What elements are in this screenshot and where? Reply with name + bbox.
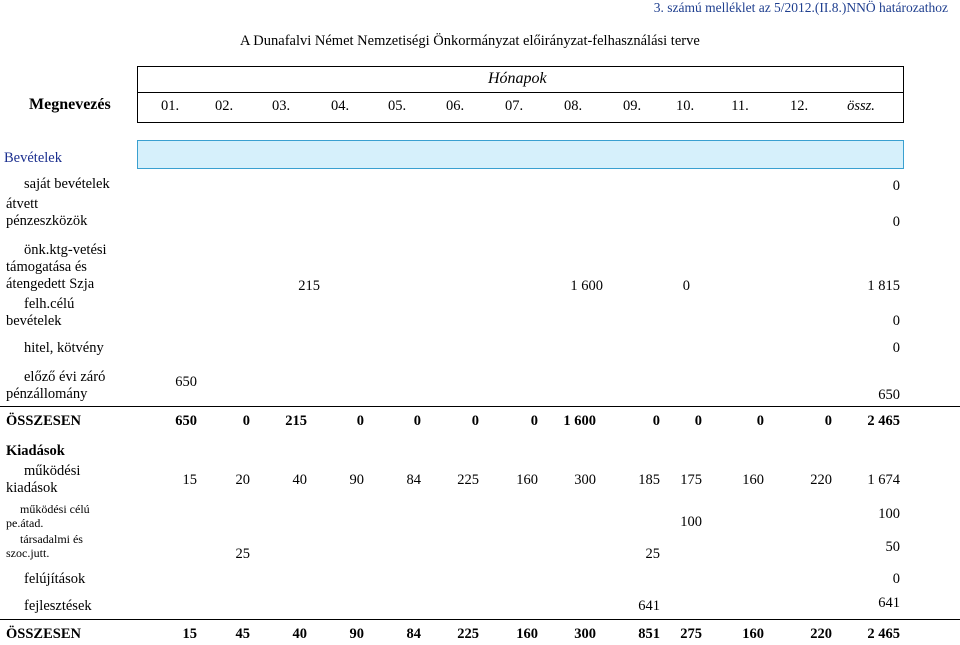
operating-expense-total: 1 674 xyxy=(867,472,900,488)
revenue-sum-month-2: 0 xyxy=(242,413,250,429)
month-header-3: 03. xyxy=(271,98,291,114)
expenditure-row-value: 100 xyxy=(680,514,702,530)
expenditure-row-value: 641 xyxy=(638,598,660,614)
expenditure-sum-month-1: 15 xyxy=(182,626,197,642)
revenue-sum-month-7: 0 xyxy=(530,413,538,429)
operating-expense-month-8: 300 xyxy=(574,472,596,488)
revenue-row-label: hitel, kötvény xyxy=(24,340,104,356)
revenue-row-total: 1 815 xyxy=(867,278,900,294)
month-header-12: 12. xyxy=(789,98,809,114)
document-title: A Dunafalvi Német Nemzetiségi Önkormányzat előirányzat-felhasználási terve xyxy=(240,33,700,49)
revenue-sum-month-12: 0 xyxy=(824,413,832,429)
expenditure-sum-month-6: 225 xyxy=(457,626,479,642)
month-header-6: 06. xyxy=(445,98,465,114)
revenue-sum-month-4: 0 xyxy=(356,413,364,429)
expenditure-row-value: 25 xyxy=(645,546,660,562)
expenditure-row-label: működési kiadások xyxy=(6,463,81,496)
revenue-sum-month-11: 0 xyxy=(756,413,764,429)
month-header-1: 01. xyxy=(160,98,180,114)
revenue-row-label: önk.ktg-vetési támogatása és átengedett Szja xyxy=(6,242,107,292)
annex-note: 3. számú melléklet az 5/2012.(II.8.)NNÖ határozathoz xyxy=(653,0,948,15)
revenue-row-total: 0 xyxy=(892,178,900,194)
revenue-sum-month-10: 0 xyxy=(694,413,702,429)
month-header-7: 07. xyxy=(504,98,524,114)
expenditure-sum-label: ÖSSZESEN xyxy=(6,626,81,642)
revenue-row-total: 0 xyxy=(892,214,900,230)
expenditure-sum-month-12: 220 xyxy=(810,626,832,642)
revenue-sum-month-5: 0 xyxy=(413,413,421,429)
operating-expense-month-3: 40 xyxy=(292,472,307,488)
month-header-9: 09. xyxy=(622,98,642,114)
revenue-row-total: 0 xyxy=(892,313,900,329)
expenditure-row-total: 641 xyxy=(878,595,900,611)
revenue-sum-month-3: 215 xyxy=(285,413,307,429)
revenue-band xyxy=(137,140,904,169)
months-caption: Hónapok xyxy=(488,70,547,87)
month-header-10: 10. xyxy=(675,98,695,114)
revenue-sum-month-8: 1 600 xyxy=(563,413,596,429)
revenue-row-total: 0 xyxy=(892,340,900,356)
expenditure-sum-month-9: 851 xyxy=(638,626,660,642)
expenditure-sum-month-7: 160 xyxy=(516,626,538,642)
expenditure-row-total: 100 xyxy=(878,506,900,522)
operating-expense-month-12: 220 xyxy=(810,472,832,488)
expenditure-row-total: 50 xyxy=(885,539,900,555)
revenue-sum-label: ÖSSZESEN xyxy=(6,413,81,429)
month-header-4: 04. xyxy=(330,98,350,114)
operating-expense-month-2: 20 xyxy=(235,472,250,488)
expenditure-sum-total: 2 465 xyxy=(867,626,900,642)
expenditure-sum-month-2: 45 xyxy=(235,626,250,642)
expenditure-sum-month-3: 40 xyxy=(292,626,307,642)
operating-expense-month-4: 90 xyxy=(349,472,364,488)
expenditure-sum-month-10: 275 xyxy=(680,626,702,642)
revenue-sum-total: 2 465 xyxy=(867,413,900,429)
operating-expense-month-5: 84 xyxy=(406,472,421,488)
operating-expense-month-9: 185 xyxy=(638,472,660,488)
revenue-row-value: 1 600 xyxy=(570,278,603,294)
expenditure-sum-month-5: 84 xyxy=(406,626,421,642)
operating-expense-month-10: 175 xyxy=(680,472,702,488)
revenue-heading: Bevételek xyxy=(4,150,62,166)
expenditure-row-label: működési célú pe.átad. xyxy=(6,502,90,530)
expenditure-row-label: fejlesztések xyxy=(24,598,92,614)
revenue-row-label: saját bevételek xyxy=(24,176,110,192)
month-header-5: 05. xyxy=(387,98,407,114)
revenue-sum-month-1: 650 xyxy=(175,413,197,429)
revenue-sum-month-6: 0 xyxy=(471,413,479,429)
operating-expense-month-7: 160 xyxy=(516,472,538,488)
expenditure-row-total: 0 xyxy=(892,571,900,587)
expenditure-row-value: 25 xyxy=(235,546,250,562)
revenue-row-label: előző évi záró pénzállomány xyxy=(6,369,106,402)
total-column-header: össz. xyxy=(847,98,875,114)
expenditure-sum-month-11: 160 xyxy=(742,626,764,642)
revenue-row-total: 650 xyxy=(878,387,900,403)
month-header-2: 02. xyxy=(214,98,234,114)
expenditure-heading: Kiadások xyxy=(6,443,65,459)
expenditure-row-label: felújítások xyxy=(24,571,86,587)
revenue-row-value: 0 xyxy=(682,278,690,294)
expenditure-sum-month-8: 300 xyxy=(574,626,596,642)
operating-expense-month-1: 15 xyxy=(182,472,197,488)
expenditure-sum-month-4: 90 xyxy=(349,626,364,642)
month-header-8: 08. xyxy=(563,98,583,114)
revenue-row-label: átvett pénzeszközök xyxy=(6,196,88,229)
revenue-row-value: 215 xyxy=(298,278,320,294)
revenue-sum-divider xyxy=(0,406,960,407)
operating-expense-month-11: 160 xyxy=(742,472,764,488)
expenditure-sum-divider xyxy=(0,619,960,620)
revenue-row-label: felh.célú bevételek xyxy=(6,296,75,329)
operating-expense-month-6: 225 xyxy=(457,472,479,488)
row-label-header: Megnevezés xyxy=(29,96,111,113)
expenditure-row-label: társadalmi és szoc.jutt. xyxy=(6,532,83,560)
month-header-11: 11. xyxy=(731,98,749,114)
revenue-row-value: 650 xyxy=(175,374,197,390)
revenue-sum-month-9: 0 xyxy=(652,413,660,429)
